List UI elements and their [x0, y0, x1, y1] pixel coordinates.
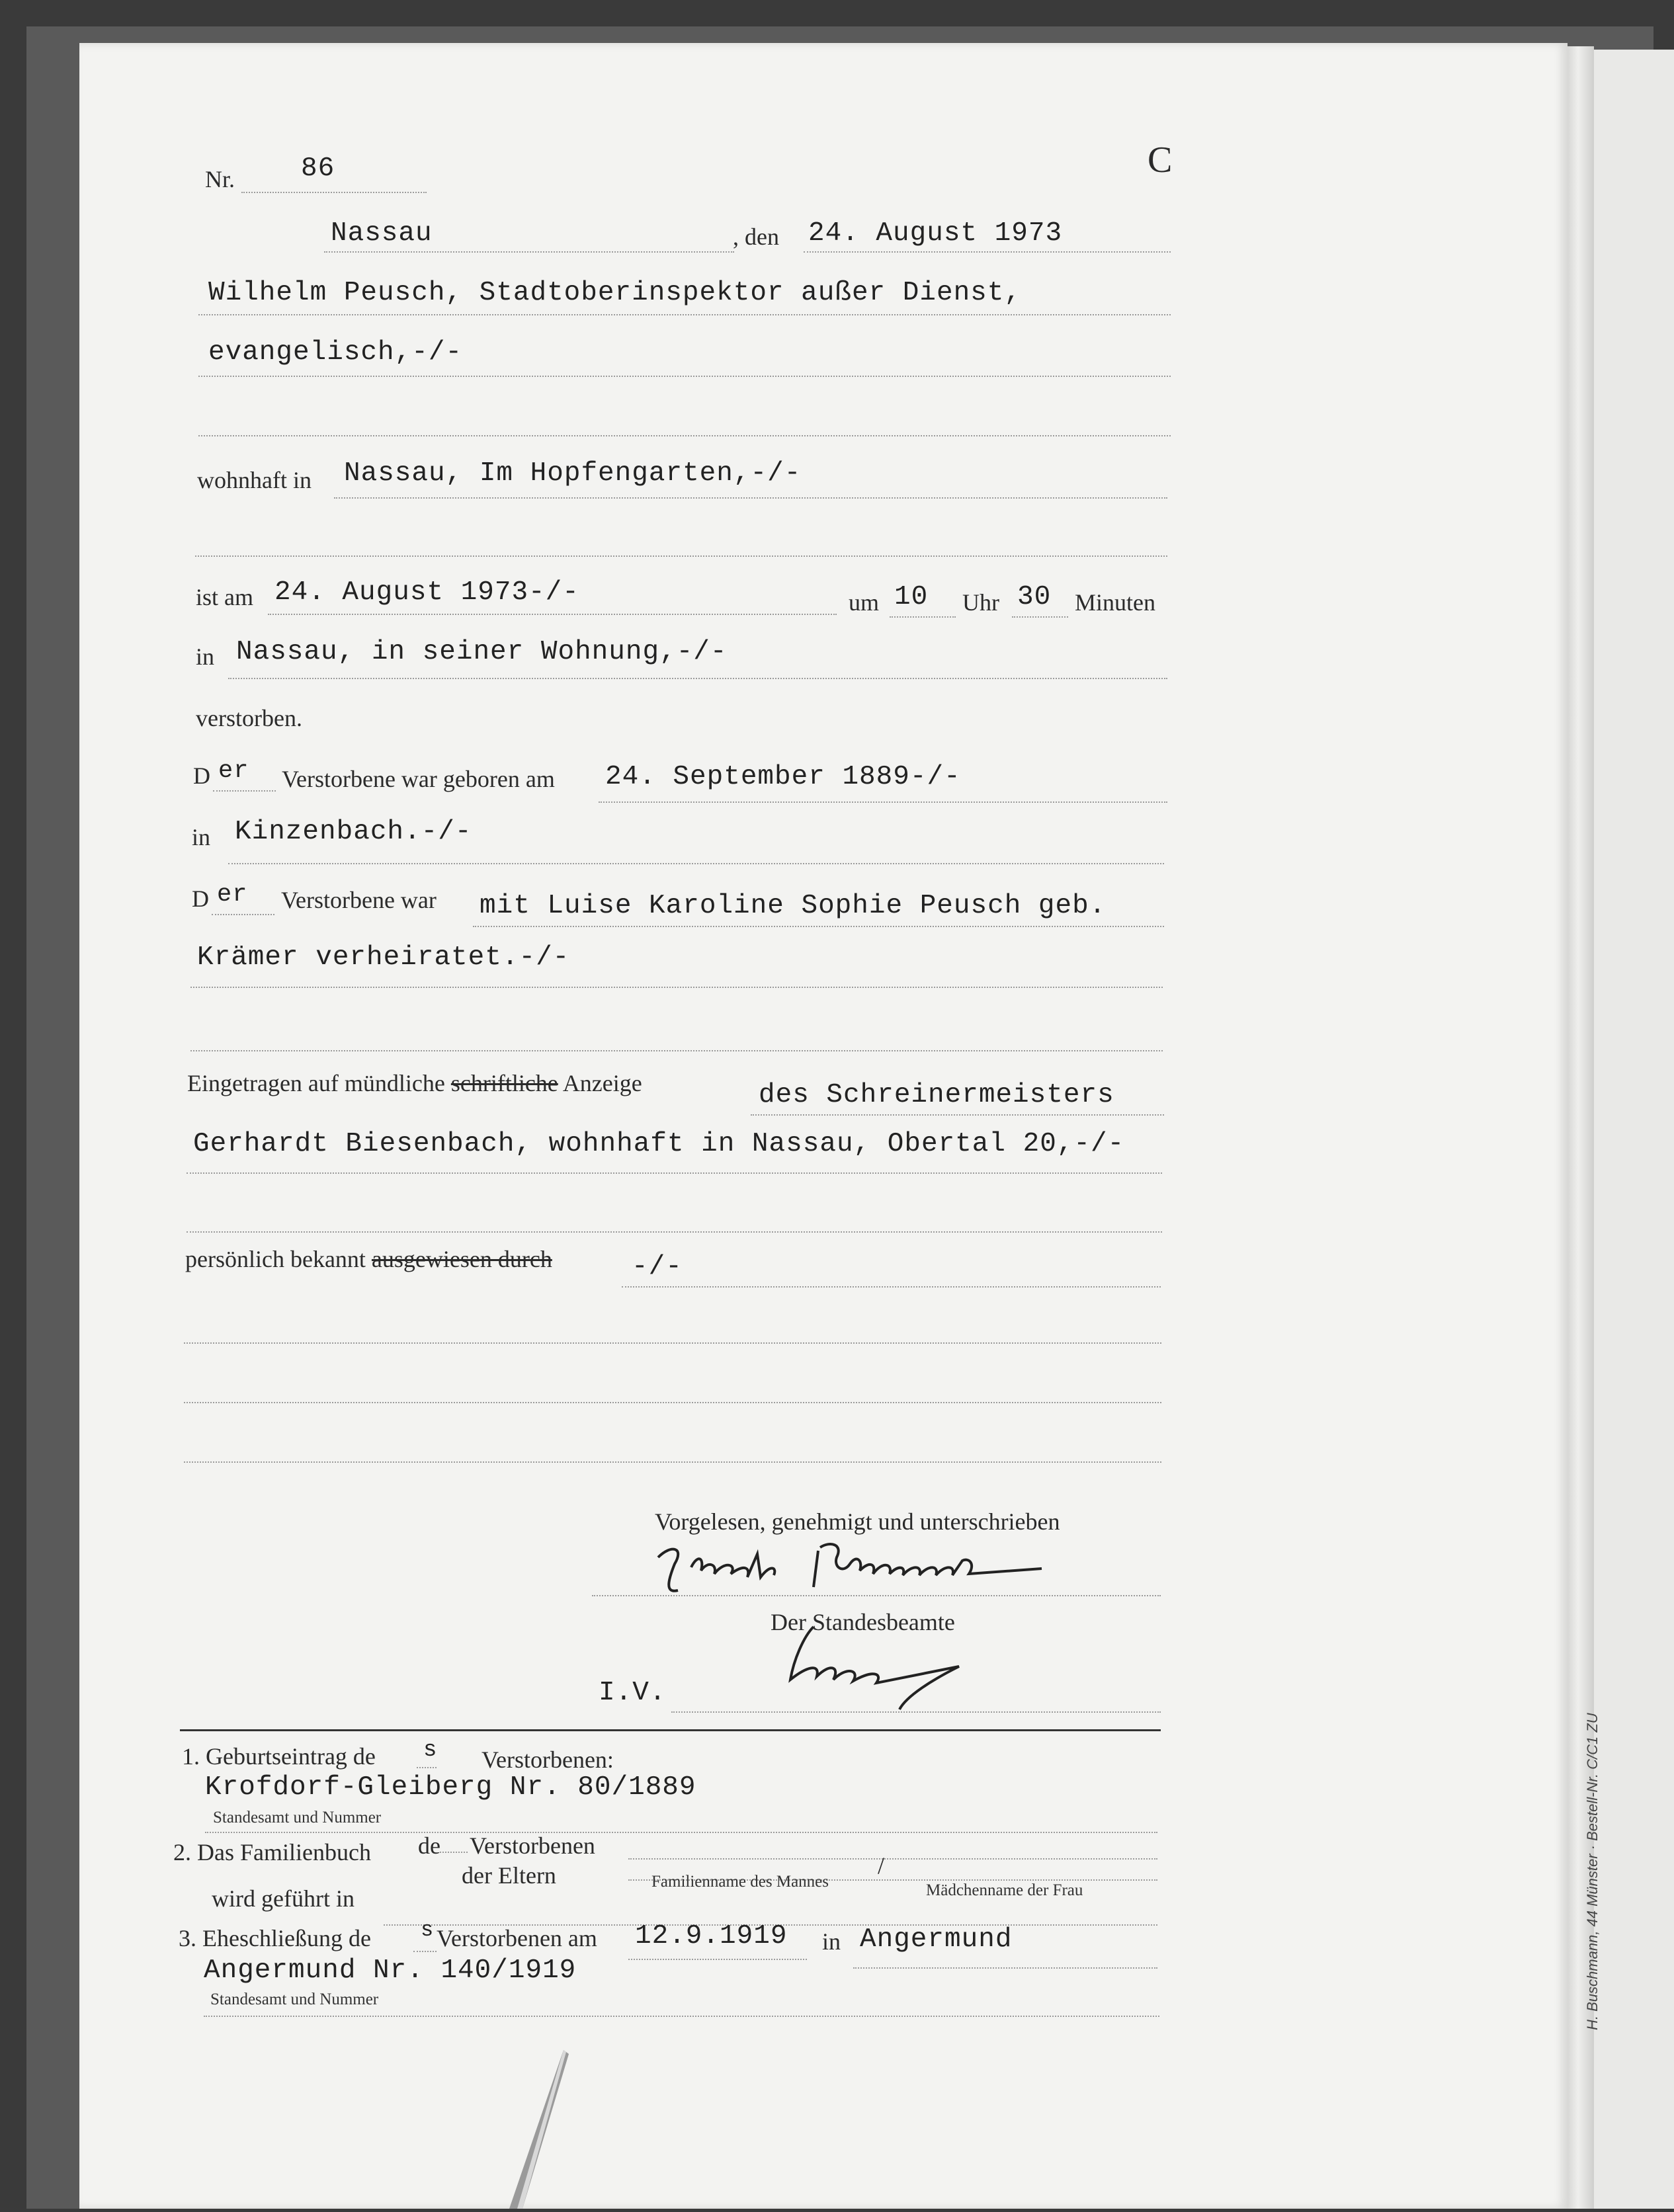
registration-struck: schriftliche: [450, 1070, 558, 1096]
death-date-value: 24. August 1973-/-: [274, 577, 579, 608]
registrar-signature-line: [671, 1711, 1161, 1713]
pen-drawing: [503, 2050, 582, 2209]
marriage-line2-rule: [190, 987, 1163, 988]
birth-article-line: [213, 790, 276, 792]
marriage-line2: Krämer verheiratet.-/-: [197, 942, 570, 973]
religion-line: [198, 376, 1171, 377]
uhr-label: Uhr: [962, 589, 999, 616]
registration-label-end: Anzeige: [562, 1070, 642, 1096]
blank-line-3: [190, 1050, 1163, 1051]
note2-verstorbenen: Verstorbenen: [470, 1832, 595, 1859]
minutes-line: [1012, 616, 1068, 618]
birth-date-line: [599, 801, 1167, 803]
deceased-religion: evangelisch,-/-: [208, 337, 463, 368]
note2-rule-top: [628, 1858, 1157, 1860]
note3-place-line: [853, 1967, 1157, 1969]
note1-value: Krofdorf-Gleiberg Nr. 80/1889: [205, 1772, 696, 1803]
publisher-imprint: H. Buschmann, 44 Münster · Bestell-Nr. C/C1 ZU: [1584, 1713, 1601, 2030]
place-line: [324, 251, 734, 253]
death-in-label: in: [196, 643, 215, 670]
informant-line1-rule: [751, 1114, 1164, 1116]
death-place-line: [228, 678, 1167, 679]
informant-line2: Gerhardt Biesenbach, wohnhaft in Nassau, Obertal 20,-/-: [193, 1129, 1125, 1159]
um-label: um: [849, 589, 880, 616]
note1-label-end: Verstorbenen:: [481, 1746, 614, 1773]
blank-line-4: [187, 1231, 1162, 1233]
marriage-article: er: [217, 881, 248, 909]
registrar-signature-drawing: [767, 1620, 966, 1713]
birth-date: 24. September 1889-/-: [605, 762, 961, 792]
blank-line-7: [184, 1461, 1161, 1463]
note1-small: Standesamt und Nummer: [213, 1809, 382, 1826]
blank-line-5: [184, 1342, 1161, 1344]
birth-place-line: [228, 863, 1164, 864]
nr-label: Nr.: [205, 166, 235, 192]
note1-suffix: s: [423, 1738, 438, 1763]
note2-slash: /: [878, 1852, 885, 1879]
informant-signature: [645, 1528, 1108, 1600]
known-label: [185, 1245, 552, 1273]
note2-de-line: [440, 1852, 468, 1853]
registration-label-start: Eingetragen auf mündliche: [187, 1070, 445, 1096]
death-hour: 10: [894, 582, 929, 612]
death-date-label: ist am: [196, 584, 253, 610]
marriage-line1: mit Luise Karoline Sophie Peusch geb.: [480, 891, 1107, 921]
note2-mann: Familienname des Mannes: [651, 1873, 829, 1891]
minuten-label: Minuten: [1075, 589, 1155, 616]
informant-line1: des Schreinermeisters: [759, 1080, 1114, 1110]
known-label-text: persönlich bekannt: [185, 1246, 366, 1272]
note3-date-line: [628, 1959, 807, 1960]
residence-label: wohnhaft in: [197, 467, 312, 493]
notes-divider: [180, 1729, 1161, 1731]
informant-signature-drawing: [645, 1528, 1108, 1600]
known-value: -/-: [632, 1252, 683, 1282]
note3-suffix: s: [421, 1918, 435, 1942]
registrar-label: Der Standesbeamte: [771, 1609, 955, 1635]
place-value: Nassau: [331, 218, 433, 249]
note2-wird: wird geführt in: [212, 1885, 355, 1912]
note3-label-end: Verstorbenen am: [437, 1925, 597, 1951]
note1-label: 1. Geburtseintrag de: [182, 1743, 376, 1770]
note3-rule: [204, 2016, 1159, 2017]
marriage-line1-rule: [473, 926, 1164, 927]
birth-d-label: D: [193, 762, 210, 789]
note3-date: 12.9.1919: [635, 1921, 788, 1951]
note2-eltern: der Eltern: [462, 1862, 556, 1889]
residence-line: [334, 497, 1167, 499]
birth-article: er: [218, 757, 249, 785]
note3-in: in: [822, 1928, 841, 1955]
blank-line-1: [198, 435, 1171, 436]
marriage-d-label: D: [192, 885, 209, 912]
pen-object: [503, 2050, 582, 2212]
birth-label: Verstorbene war geboren am: [282, 766, 555, 792]
note2-frau: Mädchenname der Frau: [926, 1881, 1083, 1899]
known-struck: ausgewiesen durch: [371, 1246, 552, 1272]
hour-line: [890, 616, 956, 618]
iv-label: I.V.: [599, 1678, 667, 1708]
marriage-label: Verstorbene war: [281, 887, 437, 913]
death-place: Nassau, in seiner Wohnung,-/-: [236, 637, 728, 667]
next-page: [1594, 50, 1674, 2209]
date-value: 24. August 1973: [808, 218, 1063, 249]
date-line: [804, 251, 1171, 253]
name-line: [198, 314, 1171, 315]
date-label: , den: [733, 224, 779, 250]
blank-line-6: [184, 1402, 1161, 1403]
registrar-signature: [767, 1620, 966, 1713]
deceased-name: Wilhelm Peusch, Stadtoberinspektor außer Dienst,: [208, 278, 1021, 308]
form-letter: C: [1148, 140, 1173, 181]
blank-line-2: [195, 555, 1167, 557]
note3-label: 3. Eheschließung de: [179, 1925, 371, 1951]
residence-value: Nassau, Im Hopfengarten,-/-: [344, 458, 802, 489]
note2-label: 2. Das Familienbuch: [173, 1839, 371, 1865]
death-date-line: [268, 614, 837, 615]
note1-suffix-line: [417, 1767, 437, 1768]
read-approved-label: Vorgelesen, genehmigt und unterschrieben: [655, 1508, 1060, 1535]
note3-suffix-line: [413, 1951, 437, 1952]
note3-value: Angermund Nr. 140/1919: [204, 1955, 577, 1986]
note3-small: Standesamt und Nummer: [210, 1990, 379, 2008]
birth-in-label: in: [192, 824, 211, 850]
death-minutes: 30: [1017, 582, 1052, 612]
informant-signature-line: [592, 1595, 1161, 1596]
informant-line2-rule: [187, 1172, 1162, 1174]
nr-value: 86: [301, 153, 335, 184]
registration-label: [187, 1069, 642, 1097]
birth-place: Kinzenbach.-/-: [235, 817, 472, 847]
nr-line: [241, 192, 427, 193]
note1-rule: [205, 1832, 1157, 1833]
verstorben-label: verstorben.: [196, 705, 302, 731]
known-line: [622, 1286, 1161, 1288]
note3-place: Angermund: [860, 1924, 1013, 1955]
marriage-article-line: [212, 914, 274, 915]
note2-de: de: [418, 1832, 440, 1859]
